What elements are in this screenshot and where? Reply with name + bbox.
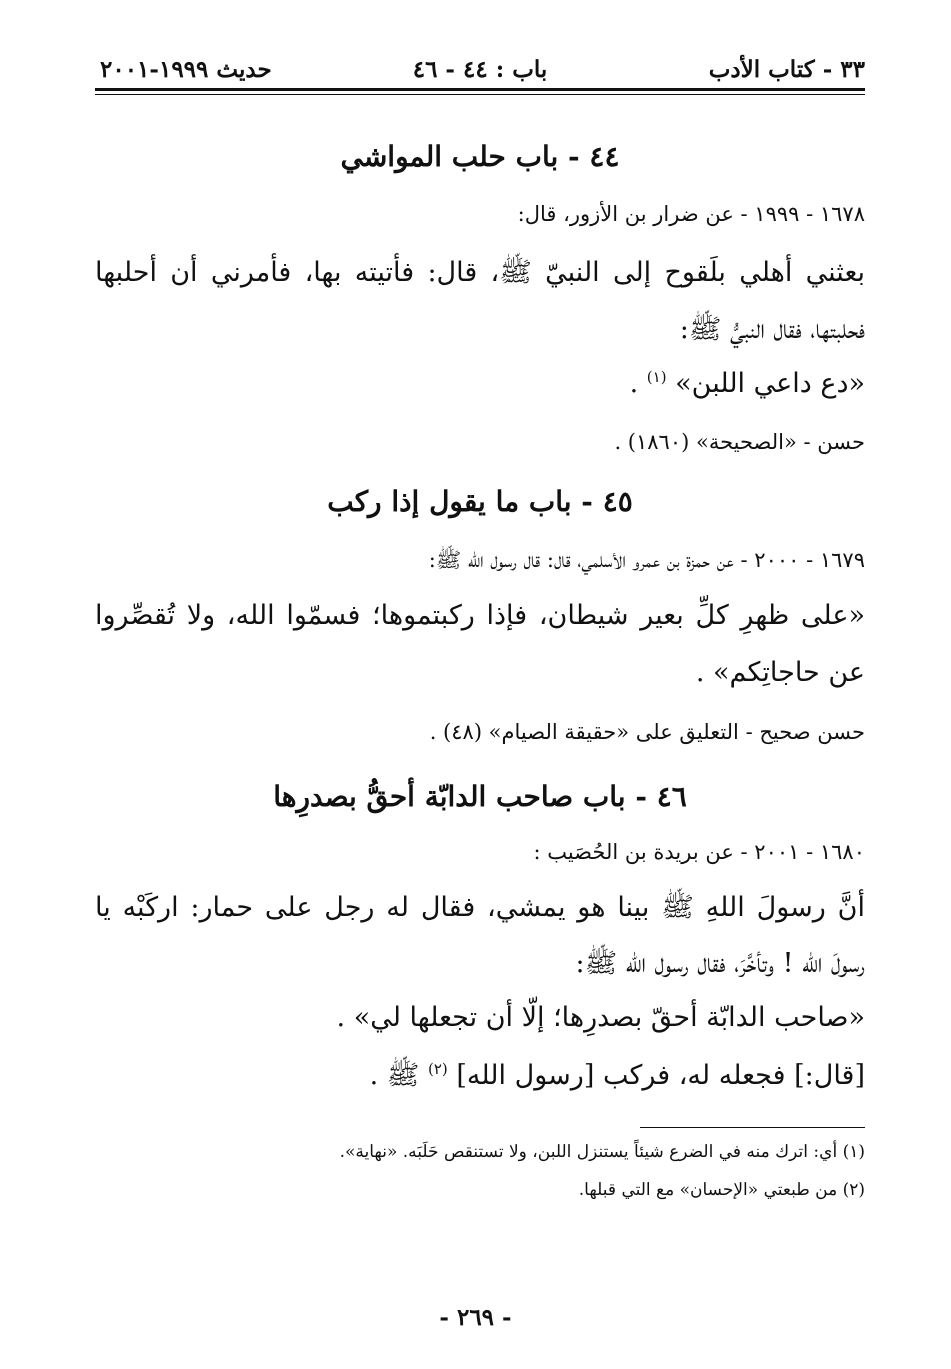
header-hadith-range: حديث ١٩٩٩-٢٠٠١ bbox=[100, 56, 272, 83]
hadith-intro: ١٦٨٠ - ٢٠٠١ - عن بريدة بن الحُصَيب : bbox=[533, 840, 865, 864]
final-line-end: ﷺ . bbox=[369, 1060, 420, 1091]
hadith-grading: حسن صحيح - التعليق على «حقيقة الصيام» (٤٨) . bbox=[429, 720, 865, 744]
hadith-text-line: «على ظهرِ كلِّ بعير شيطان، فإذا ركبتموها؛ فسمّوا الله، ولا تُقصِّروا bbox=[95, 600, 865, 631]
quote-text: «دع داعي اللبن» bbox=[675, 368, 865, 399]
quote-end: . bbox=[629, 368, 639, 399]
footnote-marker: (١) bbox=[646, 368, 667, 386]
running-header bbox=[95, 50, 865, 90]
header-chapter-range: باب : ٤٤ - ٤٦ bbox=[412, 56, 548, 83]
footnote-1: (١) أي: اترك منه في الضرع شيئاً يستنزل اللبن، ولا تستنقص حَلَبَه. «نهاية». bbox=[339, 1142, 865, 1162]
hadith-text-line: أنَّ رسولَ اللهِ ﷺ بينا هو يمشي، فقال له رجل على حمار: اركَبْه يا bbox=[95, 892, 865, 923]
hadith-text-line: رسولَ الله ! وتأخَّرَ، فقال رسول الله ﷺ: bbox=[575, 948, 865, 979]
hadith-intro: ١٦٧٨ - ١٩٩٩ - عن ضرار بن الأزور، قال: bbox=[517, 202, 865, 226]
final-line-text: [قال:] فجعله له، فركب [رسول الله] bbox=[456, 1060, 865, 1091]
hadith-grading: حسن - «الصحيحة» (١٨٦٠) . bbox=[614, 430, 865, 454]
header-divider bbox=[95, 88, 865, 95]
page-number: - ٢٦٩ - bbox=[439, 1304, 512, 1331]
hadith-final-line bbox=[370, 1058, 865, 1098]
hadith-text-line: بعثني أهلي بلَقوح إلى النبيّ ﷺ، قال: فأتيته بها، فأمرني أن أحلبها bbox=[95, 257, 865, 288]
header-book-title: ٣٣ - كتاب الأدب bbox=[708, 56, 865, 83]
hadith-text-line: فحلبتها، فقال النبيُّ ﷺ: bbox=[679, 314, 865, 345]
prophetic-quote: «صاحب الدابّة أحقّ بصدرِها؛ إلّا أن تجعلها لي» . bbox=[336, 1002, 865, 1033]
hadith-intro: ١٦٧٩ - ٢٠٠٠ - عن حمزة بن عمرو الأسلمي، قال: قال رسول الله ﷺ: bbox=[428, 548, 865, 572]
footnote-2: (٢) من طبعتي «الإحسان» مع التي قبلها. bbox=[578, 1180, 865, 1200]
hadith-text-line: عن حاجاتِكم» . bbox=[695, 657, 865, 688]
footnote-marker: (٢) bbox=[427, 1060, 448, 1078]
chapter-title-45: ٤٥ - باب ما يقول إذا ركب bbox=[327, 485, 633, 518]
footnote-divider bbox=[640, 1127, 865, 1128]
chapter-title-46: ٤٦ - باب صاحب الدابّة أحقُّ بصدرِها bbox=[273, 780, 687, 813]
prophetic-quote bbox=[630, 368, 865, 399]
chapter-title-44: ٤٤ - باب حلب المواشي bbox=[340, 140, 620, 173]
